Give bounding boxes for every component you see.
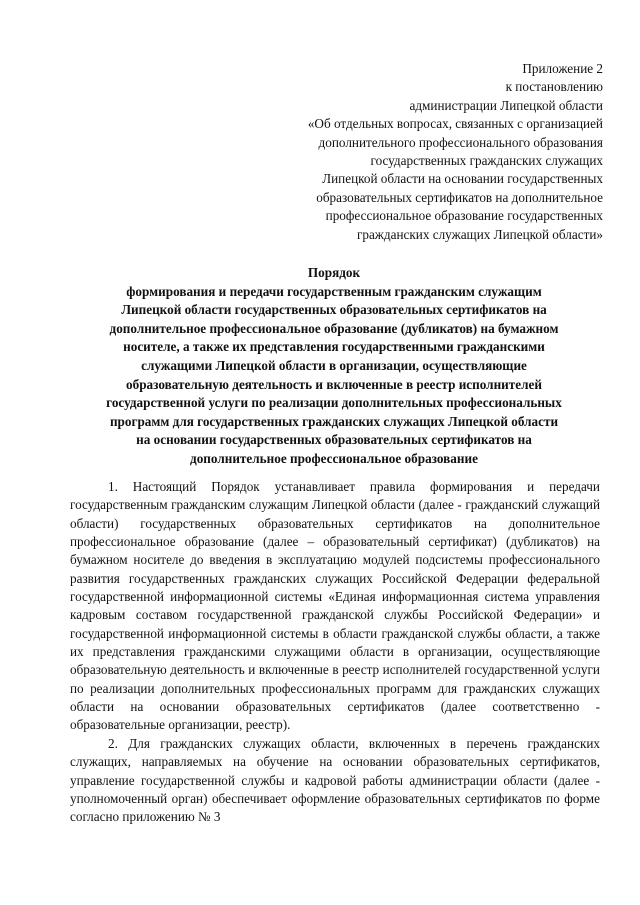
paragraph-2: 2. Для гражданских служащих области, включенных в перечень гражданских служащих, направляемых на обучение на основании образовательных сертификатов, управление государственной службы и кадровой работы администрации области (далее - уполномоченный орган) обеспечивает оформление образовательных сертификатов по форме согласно приложению № 3 xyxy=(70,735,600,825)
annex-line: Липецкой области на основании государственных xyxy=(322,171,603,187)
annex-line: к постановлению xyxy=(505,79,603,95)
annex-line: образовательных сертификатов на дополнительное xyxy=(316,189,603,205)
title-line: государственной услуги по реализации дополнительных профессиональных xyxy=(106,395,562,411)
document-body xyxy=(70,478,600,827)
annex-line: гражданских служащих Липецкой области» xyxy=(356,226,603,242)
annex-line: дополнительного профессионального образования xyxy=(318,134,603,150)
annex-reference xyxy=(223,60,603,244)
annex-line: профессиональное образование государственных xyxy=(325,208,603,224)
title-line: на основании государственных образовательных сертификатов на xyxy=(136,432,532,448)
title-line: образовательную деятельность и включенные в реестр исполнителей xyxy=(126,376,542,392)
title-line: формирования и передачи государственным гражданским служащим xyxy=(126,283,542,299)
annex-line: Приложение 2 xyxy=(522,61,603,76)
title-line: носителе, а также их представления государственными гражданскими xyxy=(123,339,545,355)
title-line: дополнительное профессиональное образование xyxy=(190,450,478,466)
paragraph-1: 1. Настоящий Порядок устанавливает правила формирования и передачи государственным гражданским служащим Липецкой области (далее - гражданский служащий области) государственных образовательных сертификатов на дополнительное профессиональное образование (далее – образовательный сертификат) (дубликатов) на бумажном носителе до введения в эксплуатацию модулей подсистемы профессионального развития государственных гражданских служащих Российской Федерации федеральной государственной информационной системы «Единая информационная система управления кадровым составом государственной гражданской службы Российской Федерации» и государственной информационной системы в области гражданской службы области, а также их представления гражданскими служащими области в организации, осуществляющие образовательную деятельность и включенные в реестр исполнителей государственной услуги по реализации дополнительных профессиональных программ для гражданских служащих области на основании образовательных сертификатов (далее соответственно - образовательные организации, реестр). xyxy=(70,479,600,733)
title-line: дополнительное профессиональное образование (дубликатов) на бумажном xyxy=(109,320,559,336)
annex-line: «Об отдельных вопросах, связанных с организацией xyxy=(307,116,603,132)
title-line: Липецкой области государственных образовательных сертификатов на xyxy=(121,302,547,318)
annex-line: администрации Липецкой области xyxy=(409,97,603,113)
annex-line: государственных гражданских служащих xyxy=(370,153,603,169)
title-line: служащими Липецкой области в организации, осуществляющие xyxy=(141,357,527,373)
title-heading: Порядок xyxy=(307,265,361,280)
title-line: программ для государственных гражданских служащих Липецкой области xyxy=(109,413,559,429)
document-title xyxy=(64,264,604,469)
